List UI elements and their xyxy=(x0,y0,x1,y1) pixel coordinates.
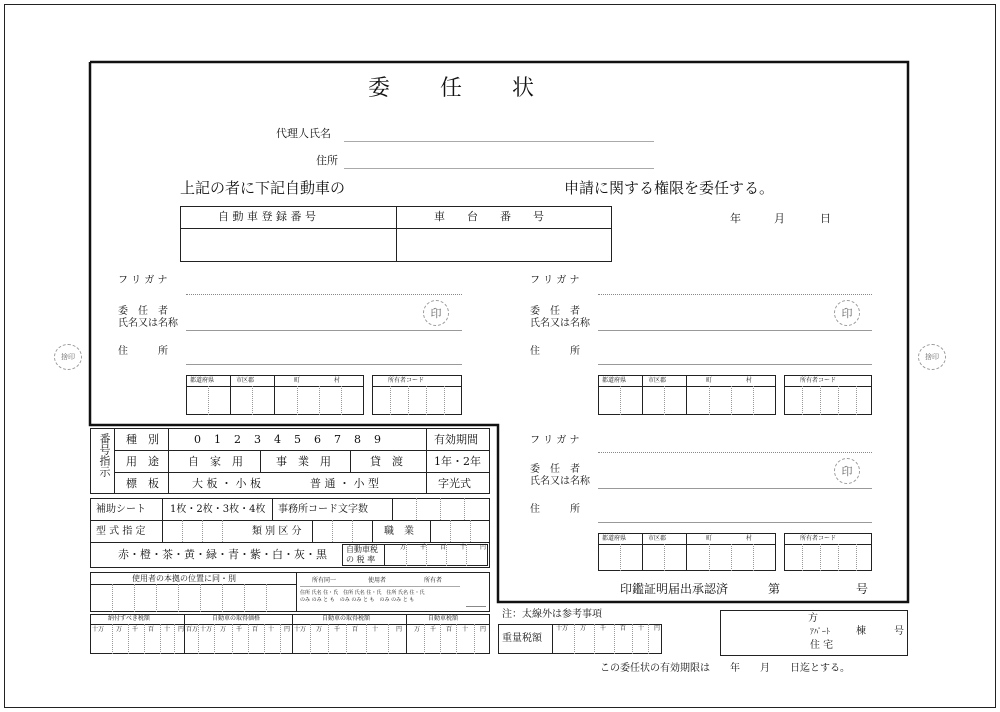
aux-d4 xyxy=(182,520,183,542)
user-label: 使用者 xyxy=(368,577,387,584)
ta-u1: 万 xyxy=(116,626,123,633)
prefecture-2: 都道府県 xyxy=(602,377,627,384)
tc-u3: 百 xyxy=(352,626,359,633)
tr-u4: 円 xyxy=(480,544,487,551)
tb-u6: 円 xyxy=(284,626,291,633)
tr-d1 xyxy=(406,544,407,566)
ni-h1 xyxy=(114,450,490,451)
type-digits: 0 1 2 3 4 5 6 7 8 9 xyxy=(194,433,382,446)
ta-u3: 百 xyxy=(148,626,155,633)
tr-d3 xyxy=(446,544,447,566)
model-label: 型 式 指 定 xyxy=(96,526,146,537)
tc-u4: 十 xyxy=(372,626,379,633)
tax-rate-label2: の 税 率 xyxy=(346,555,376,564)
td-u1: 千 xyxy=(430,626,437,633)
owner-code-2: 所有者コード xyxy=(800,377,837,384)
housing-apartment: ｱﾊﾟｰﾄ xyxy=(810,627,830,636)
ta-u0: 十万 xyxy=(92,626,105,633)
tax-rate-label1: 自動車税 xyxy=(346,545,378,554)
tx-d2 xyxy=(128,624,129,654)
wt-d4 xyxy=(632,624,633,654)
vehicle-table-vdivider xyxy=(396,206,397,262)
aux-d9 xyxy=(450,520,451,542)
ul-sh xyxy=(300,586,460,587)
tr-v xyxy=(384,544,385,566)
aux-d1 xyxy=(416,498,417,520)
tx-d5 xyxy=(174,624,175,654)
rc3-d1 xyxy=(620,544,621,571)
td-u2: 百 xyxy=(446,626,453,633)
tax-v1 xyxy=(184,614,185,654)
wt-v xyxy=(552,624,553,654)
aux-v6 xyxy=(372,520,373,542)
tx-d13 xyxy=(328,624,329,654)
td-u3: 十 xyxy=(462,626,469,633)
furigana-label-2: フ リ ガ ナ xyxy=(530,275,580,286)
oc2-d4 xyxy=(856,386,857,415)
aux-d7 xyxy=(332,520,333,542)
page-title: 委 任 状 xyxy=(368,76,537,101)
town-2: 町 xyxy=(706,377,713,384)
rc-v1 xyxy=(230,375,231,415)
chassis-number-field[interactable] xyxy=(398,230,610,260)
seal-cert-label: 印鑑証明届出承認済 xyxy=(620,582,729,596)
tr-u0: 万 xyxy=(400,544,407,551)
date-year: 年 xyxy=(730,212,741,225)
agent-name-line xyxy=(344,141,654,142)
wt-u5: 円 xyxy=(654,625,661,632)
city-3: 市区郡 xyxy=(648,535,667,542)
name-line-2 xyxy=(598,330,872,331)
ul-sh2 xyxy=(466,606,486,607)
tx-d19 xyxy=(456,624,457,654)
housing-house: 住 宅 xyxy=(810,640,834,651)
tx-d9 xyxy=(248,624,249,654)
use-div1 xyxy=(260,450,261,472)
ul-d6 xyxy=(222,584,223,612)
tax-header-2: 自動車の取得税額 xyxy=(322,615,371,622)
number-instruction-side-label: 番号指示 xyxy=(98,433,111,477)
date-month: 月 xyxy=(774,212,785,225)
oc-d4 xyxy=(444,386,445,415)
use-div2 xyxy=(350,450,351,472)
usage-sub-items2: のみ のみ と も のみ のみ と も のみ のみ と も xyxy=(300,597,415,603)
note-text: 注：太線外は参考事項 xyxy=(502,609,602,620)
rc3-d2 xyxy=(664,544,665,571)
rc2-v1 xyxy=(642,375,643,415)
city-2: 市区郡 xyxy=(648,377,667,384)
tx-d15 xyxy=(366,624,367,654)
wt-u2: 千 xyxy=(600,625,607,632)
ul-d1 xyxy=(112,584,113,612)
owner-same-label: 所有同一 xyxy=(312,577,337,584)
wt-u4: 十 xyxy=(638,625,645,632)
address-line-1 xyxy=(186,364,462,365)
furigana-label-3: フ リ ガ ナ xyxy=(530,435,580,446)
tx-d12 xyxy=(310,624,311,654)
class-label: 類 別 区 分 xyxy=(252,526,302,537)
td-u0: 万 xyxy=(414,626,421,633)
validity-text: この委任状の有効期限は 年 月 日迄とする。 xyxy=(600,663,850,674)
wt-d3 xyxy=(614,624,615,654)
tc-u2: 千 xyxy=(334,626,341,633)
prefecture-1: 都道府県 xyxy=(190,377,215,384)
aux-sheet-counts: 1枚・2枚・3枚・4枚 xyxy=(170,504,266,515)
tx-d4 xyxy=(160,624,161,654)
plate-type: 普 通 ・ 小 型 xyxy=(310,477,379,490)
wt-u0: 十万 xyxy=(556,625,569,632)
tb-u4: 百 xyxy=(252,626,259,633)
date-day: 日 xyxy=(820,212,831,225)
name-line-1 xyxy=(186,330,462,331)
color-options: 赤・橙・茶・黄・緑・青・紫・白・灰・黒 xyxy=(118,548,327,561)
seal-stamp-2: 印 xyxy=(834,300,860,326)
ta-u4: 十 xyxy=(164,626,171,633)
rc3-d4 xyxy=(731,544,732,571)
owner-label: 所有者 xyxy=(424,577,443,584)
region-code-hdr-1 xyxy=(186,386,364,387)
address-label-3: 住 所 xyxy=(530,504,580,515)
ul-d8 xyxy=(266,584,267,612)
tb-u0: 百万 xyxy=(186,626,199,633)
rc-d2 xyxy=(252,386,253,415)
oc2-d1 xyxy=(802,386,803,415)
furigana-label-1: フ リ ガ ナ xyxy=(118,275,168,286)
housing-room: 号 xyxy=(894,626,904,637)
owner-code-hdr-2 xyxy=(784,386,872,387)
ni-v-label xyxy=(168,428,169,494)
tb-u2: 万 xyxy=(220,626,227,633)
ul-d5 xyxy=(200,584,201,612)
type-label: 種 別 xyxy=(126,433,159,446)
valid-period-label: 有効期間 xyxy=(434,433,478,446)
aux-h2 xyxy=(90,542,490,543)
address-label-2: 住 所 xyxy=(530,346,580,357)
city-1: 市区郡 xyxy=(236,377,255,384)
village-1: 村 xyxy=(334,377,341,384)
village-2: 村 xyxy=(746,377,753,384)
delegator-label2-3: 氏名又は名称 xyxy=(530,476,590,487)
reg-number-field[interactable] xyxy=(182,230,394,260)
ni-v-right xyxy=(426,428,427,494)
ta-u2: 千 xyxy=(132,626,139,633)
rc3-v1 xyxy=(642,533,643,571)
tx-d17 xyxy=(424,624,425,654)
tb-u1: 十万 xyxy=(200,626,213,633)
tx-d20 xyxy=(474,624,475,654)
ni-h2 xyxy=(114,472,490,473)
aux-v1 xyxy=(162,498,163,520)
reg-number-header: 自 動 車 登 録 番 号 xyxy=(218,210,316,223)
oc3-d4 xyxy=(856,544,857,571)
owner-code-1: 所有者コード xyxy=(388,377,425,384)
rc2-d2 xyxy=(664,386,665,415)
tx-d16 xyxy=(388,624,389,654)
delegator-label2-1: 氏名又は名称 xyxy=(118,318,178,329)
ul-d4 xyxy=(178,584,179,612)
tax-v3 xyxy=(406,614,407,654)
occupation-label: 職 業 xyxy=(384,526,414,537)
wt-d1 xyxy=(574,624,575,654)
aux-v7 xyxy=(430,520,431,542)
seal-stamp-3: 印 xyxy=(834,458,860,484)
furigana-line-2 xyxy=(598,294,872,295)
tc-u0: 十万 xyxy=(294,626,307,633)
oc3-d3 xyxy=(838,544,839,571)
aux-v5 xyxy=(312,520,313,542)
tc-u5: 円 xyxy=(396,626,403,633)
tr-u2: 百 xyxy=(440,544,447,551)
ul-d3 xyxy=(156,584,157,612)
oc2-d2 xyxy=(820,386,821,415)
plate-lit: 字光式 xyxy=(438,477,471,490)
tax-header-0: 納付すべき税額 xyxy=(108,615,150,622)
agent-name-label: 代理人氏名 xyxy=(276,127,331,140)
tx-d11 xyxy=(280,624,281,654)
tx-d10 xyxy=(264,624,265,654)
delegator-label2-2: 氏名又は名称 xyxy=(530,318,590,329)
plate-size: 大 板 ・ 小 板 xyxy=(192,477,261,490)
owner-code-hdr-1 xyxy=(372,386,462,387)
rc3-d3 xyxy=(709,544,710,571)
tb-u3: 千 xyxy=(236,626,243,633)
ni-v-side xyxy=(114,428,115,494)
usage-location-label: 使用者の本拠の位置に同・別 xyxy=(132,574,236,583)
seal-stamp-1: 印 xyxy=(423,300,449,326)
rc-d4 xyxy=(319,386,320,415)
delegator-label-2: 委 任 者 xyxy=(530,306,580,317)
office-code-label: 事務所コード文字数 xyxy=(278,504,368,515)
owner-code-3: 所有者コード xyxy=(800,535,837,542)
tc-u1: 万 xyxy=(316,626,323,633)
address-line-3 xyxy=(598,522,872,523)
furigana-line-1 xyxy=(186,294,462,295)
delegator-label-3: 委 任 者 xyxy=(530,464,580,475)
oc-d1 xyxy=(390,386,391,415)
statement-left: 上記の者に下記自動車の xyxy=(180,179,346,197)
seal-cert-no: 第 xyxy=(768,582,781,596)
address-label-1: 住 所 xyxy=(118,346,168,357)
ul-d2 xyxy=(134,584,135,612)
oc3-d2 xyxy=(820,544,821,571)
tx-d7 xyxy=(214,624,215,654)
rc2-d1 xyxy=(620,386,621,415)
town-3: 町 xyxy=(706,535,713,542)
aux-v2 xyxy=(272,498,273,520)
village-3: 村 xyxy=(746,535,753,542)
region-code-hdr-3 xyxy=(598,544,776,545)
rc-d5 xyxy=(341,386,342,415)
housing-direction: 方 xyxy=(808,613,818,624)
tax-header-1: 自動車の取得価格 xyxy=(212,615,261,622)
use-rental: 貸 渡 xyxy=(370,455,403,468)
tx-d14 xyxy=(346,624,347,654)
oc-d2 xyxy=(408,386,409,415)
plate-label: 標 板 xyxy=(126,477,159,490)
rc3-d5 xyxy=(753,544,754,571)
address-line-2 xyxy=(598,364,872,365)
rc-d1 xyxy=(208,386,209,415)
aux-v4 xyxy=(162,520,163,542)
use-label: 用 途 xyxy=(126,455,159,468)
oc2-d3 xyxy=(838,386,839,415)
tax-header-3: 自動車税額 xyxy=(428,615,459,622)
rc3-v2 xyxy=(686,533,687,571)
tr-u1: 千 xyxy=(420,544,427,551)
side-stamp-right: 捨印 xyxy=(918,344,946,370)
tx-d6 xyxy=(198,624,199,654)
name-line-3 xyxy=(598,488,872,489)
agent-address-label: 住所 xyxy=(316,154,338,167)
usage-sub-items: 住所 氏名 住・氏 住所 氏名 住・氏 住所 氏名 住・氏 xyxy=(300,590,425,596)
tax-v2 xyxy=(292,614,293,654)
td-u4: 円 xyxy=(480,626,487,633)
rc2-d4 xyxy=(731,386,732,415)
tr-u3: 十 xyxy=(460,544,467,551)
use-business: 事 業 用 xyxy=(276,455,331,468)
ta-u5: 円 xyxy=(178,626,185,633)
ul-v xyxy=(296,572,297,612)
agent-address-line xyxy=(344,168,654,169)
aux-v3 xyxy=(392,498,393,520)
seal-cert-go: 号 xyxy=(856,582,869,596)
statement-right: 申請に関する権限を委任する。 xyxy=(564,179,775,197)
aux-d2 xyxy=(440,498,441,520)
aux-d10 xyxy=(470,520,471,542)
oc-d3 xyxy=(426,386,427,415)
town-1: 町 xyxy=(294,377,301,384)
aux-sheet-label: 補助シート xyxy=(96,504,146,515)
rc2-d3 xyxy=(709,386,710,415)
weight-tax-label: 重量税額 xyxy=(502,633,542,644)
housing-building: 棟 xyxy=(856,626,866,637)
aux-d8 xyxy=(352,520,353,542)
tax-h xyxy=(90,624,490,625)
wt-u1: 万 xyxy=(580,625,587,632)
oc3-d1 xyxy=(802,544,803,571)
rc2-d5 xyxy=(753,386,754,415)
aux-d5 xyxy=(202,520,203,542)
use-private: 自 家 用 xyxy=(188,455,243,468)
rc-v2 xyxy=(274,375,275,415)
tx-d18 xyxy=(440,624,441,654)
side-stamp-left: 捨印 xyxy=(54,344,82,370)
delegator-label-1: 委 任 者 xyxy=(118,306,168,317)
furigana-line-3 xyxy=(598,452,872,453)
tb-u5: 十 xyxy=(268,626,275,633)
wt-d5 xyxy=(648,624,649,654)
wt-u3: 百 xyxy=(620,625,627,632)
owner-code-hdr-3 xyxy=(784,544,872,545)
tr-d4 xyxy=(466,544,467,566)
tr-d2 xyxy=(426,544,427,566)
tx-d1 xyxy=(112,624,113,654)
rc2-v2 xyxy=(686,375,687,415)
ul-d7 xyxy=(244,584,245,612)
aux-d6 xyxy=(222,520,223,542)
prefecture-3: 都道府県 xyxy=(602,535,627,542)
chassis-number-header: 車 台 番 号 xyxy=(434,210,544,223)
valid-years: 1年・2年 xyxy=(434,455,481,468)
region-code-hdr-2 xyxy=(598,386,776,387)
rc-d3 xyxy=(297,386,298,415)
tx-d8 xyxy=(232,624,233,654)
aux-d3 xyxy=(464,498,465,520)
tx-d3 xyxy=(144,624,145,654)
wt-d2 xyxy=(594,624,595,654)
